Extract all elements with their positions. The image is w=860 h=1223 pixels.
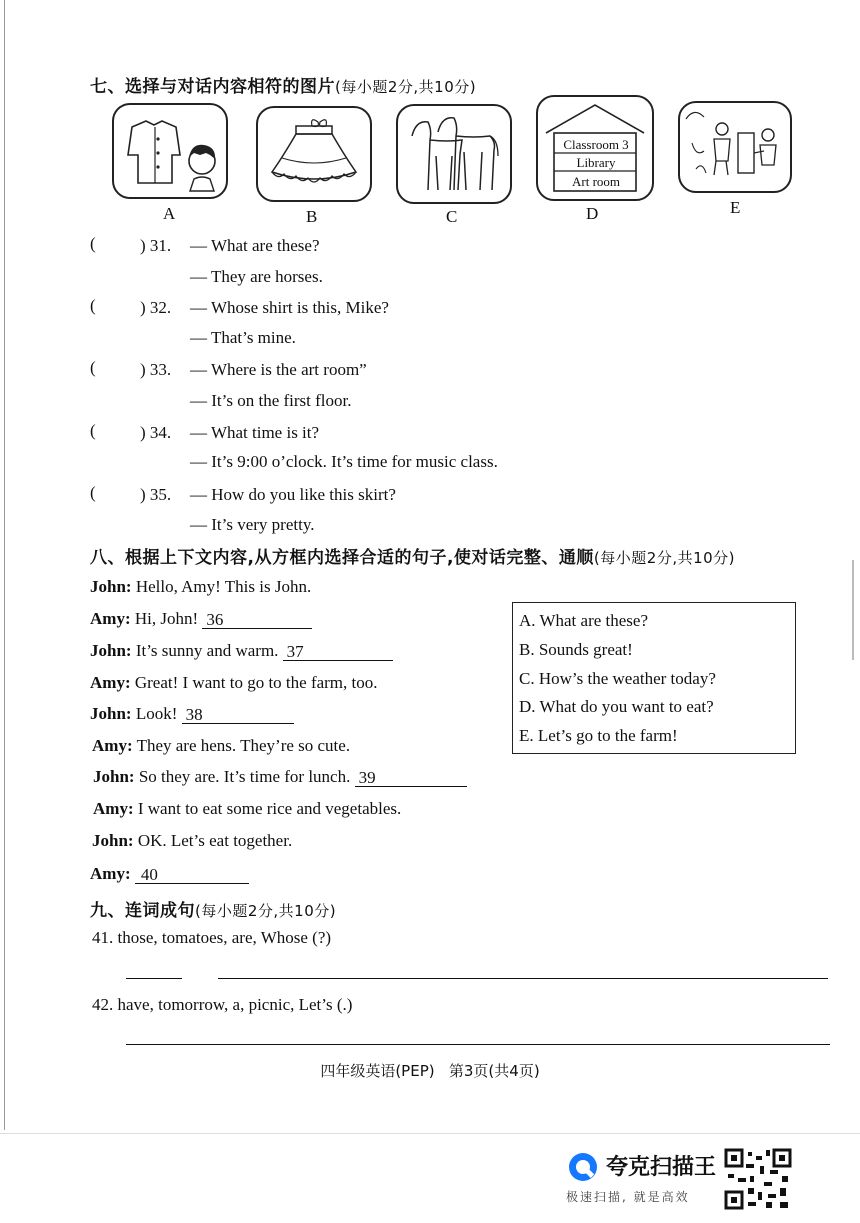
picture-e xyxy=(678,101,792,193)
q34-paren: ( xyxy=(90,421,96,440)
picture-a-letter: A xyxy=(163,204,176,223)
q35-answer: — It’s very pretty. xyxy=(190,515,315,534)
picture-a xyxy=(112,103,228,199)
speaker: John: xyxy=(90,577,132,596)
q32-question: — Whose shirt is this, Mike? xyxy=(190,298,389,317)
dialog-text: Hello, Amy! This is John. xyxy=(135,577,312,596)
q41 xyxy=(92,928,331,948)
speaker: Amy: xyxy=(92,736,133,755)
dialog-line-3 xyxy=(90,641,393,661)
q42 xyxy=(92,995,352,1015)
speaker: Amy: xyxy=(90,609,131,628)
page-edge-right xyxy=(852,560,854,660)
q42-num: 42. xyxy=(92,995,114,1014)
q35-paren: ( xyxy=(90,483,96,502)
option-d: D. What do you want to eat? xyxy=(519,697,714,716)
section7-title: 七、选择与对话内容相符的图片 xyxy=(90,77,335,97)
section7-heading xyxy=(90,72,476,97)
dialog-line-7 xyxy=(93,767,467,787)
answer-line-42[interactable] xyxy=(126,1044,830,1045)
q34-close: ) xyxy=(140,423,146,442)
brand-logo-icon xyxy=(566,1150,600,1184)
q31-question: — What are these? xyxy=(190,236,320,255)
q32-close: ) xyxy=(140,298,146,317)
section7-note: (每小题2分,共10分) xyxy=(335,78,477,96)
speaker: John: xyxy=(90,704,132,723)
dialog-text: It’s sunny and warm. xyxy=(135,641,279,660)
dialog-line-9 xyxy=(92,831,292,851)
q32-paren: ( xyxy=(90,296,96,315)
speaker: John: xyxy=(90,641,132,660)
q33-answer: — It’s on the first floor. xyxy=(190,391,352,410)
dialog-line-5 xyxy=(90,704,294,724)
picture-e-letter: E xyxy=(730,198,741,217)
shirt-boy-illustration xyxy=(114,105,226,197)
q35-question: — How do you like this skirt? xyxy=(190,485,396,504)
picture-c xyxy=(396,104,512,204)
option-c: C. How’s the weather today? xyxy=(519,669,716,688)
q31-number xyxy=(140,236,171,256)
speaker: Amy: xyxy=(93,799,134,818)
q41-num: 41. xyxy=(92,928,114,947)
dialog-text: So they are. It’s time for lunch. xyxy=(138,767,351,786)
blank-number: 37 xyxy=(286,642,304,661)
q31-num: 31. xyxy=(149,236,172,255)
answer-blank-37[interactable] xyxy=(283,642,393,661)
page-edge xyxy=(4,0,5,1130)
section9-title: 九、连词成句 xyxy=(90,901,195,921)
sign-library: Library xyxy=(576,155,616,170)
blank-number: 38 xyxy=(185,705,203,724)
speaker: Amy: xyxy=(90,864,131,883)
section8-heading xyxy=(90,543,735,568)
q31-paren: ( xyxy=(90,234,96,253)
dialog-line-2 xyxy=(90,609,312,629)
dialog-text: Hi, John! xyxy=(134,609,199,628)
answer-blank-38[interactable] xyxy=(182,705,294,724)
dialog-text: Look! xyxy=(135,704,178,723)
scan-bottom-edge xyxy=(0,1133,860,1134)
q34-question: — What time is it? xyxy=(190,423,320,442)
scanner-watermark xyxy=(566,1148,796,1210)
q33-num: 33. xyxy=(149,360,172,379)
q35-close: ) xyxy=(140,485,146,504)
brand-slogan: 极速扫描, 就是高效 xyxy=(566,1190,690,1204)
sign-classroom: Classroom 3 xyxy=(563,137,629,152)
answer-line-41b[interactable] xyxy=(218,978,828,979)
q31-answer: — They are horses. xyxy=(190,267,323,286)
section8-note: (每小题2分,共10分) xyxy=(593,549,736,567)
q34-number xyxy=(140,423,171,443)
picture-c-letter: C xyxy=(446,207,458,226)
answer-blank-39[interactable] xyxy=(355,768,467,787)
dialog-text: They are hens. They’re so cute. xyxy=(136,736,351,755)
picture-d-letter: D xyxy=(586,204,599,223)
blank-number: 39 xyxy=(358,768,376,787)
option-a: A. What are these? xyxy=(519,611,649,630)
music-class-illustration xyxy=(680,103,790,191)
dialog-text: OK. Let’s eat together. xyxy=(137,831,293,850)
q33-number xyxy=(140,360,171,380)
q32-number xyxy=(140,298,171,318)
q33-question: — Where is the art room” xyxy=(190,360,367,379)
sign-art-room: Art room xyxy=(571,174,621,189)
q32-num: 32. xyxy=(149,298,172,317)
q34-answer: — It’s 9:00 o’clock. It’s time for music class. xyxy=(190,452,498,471)
q33-close: ) xyxy=(140,360,146,379)
picture-d xyxy=(536,95,654,201)
answer-blank-40[interactable] xyxy=(135,865,249,884)
answer-blank-36[interactable] xyxy=(202,610,312,629)
q31-close: ) xyxy=(140,236,146,255)
page-footer: 四年级英语(PEP) 第3页(共4页) xyxy=(320,1062,540,1080)
dialog-text: Great! I want to go to the farm, too. xyxy=(134,673,378,692)
speaker: John: xyxy=(93,767,135,786)
dialog-line-1 xyxy=(90,577,311,597)
qr-code-icon xyxy=(724,1148,792,1210)
blank-number: 36 xyxy=(206,610,224,629)
q33-paren: ( xyxy=(90,358,96,377)
skirt-illustration xyxy=(258,108,370,200)
dialog-line-4 xyxy=(90,673,378,693)
blank-number: 40 xyxy=(140,865,158,884)
q42-text: have, tomorrow, a, picnic, Let’s (.) xyxy=(117,995,353,1014)
q32-answer: — That’s mine. xyxy=(190,328,296,347)
speaker: Amy: xyxy=(90,673,131,692)
speaker: John: xyxy=(92,831,134,850)
q35-num: 35. xyxy=(149,485,172,504)
options-box xyxy=(512,602,796,754)
dialog-line-8 xyxy=(93,799,401,819)
horses-illustration xyxy=(398,106,510,202)
section9-heading xyxy=(90,896,336,921)
q34-num: 34. xyxy=(149,423,172,442)
section8-title: 八、根据上下文内容,从方框内选择合适的句子,使对话完整、通顺 xyxy=(90,548,594,568)
q41-text: those, tomatoes, are, Whose (?) xyxy=(117,928,332,947)
q35-number xyxy=(140,485,171,505)
section9-note: (每小题2分,共10分) xyxy=(195,902,337,920)
option-e: E. Let’s go to the farm! xyxy=(519,726,678,745)
dialog-line-10 xyxy=(90,864,249,884)
dialog-line-6 xyxy=(92,736,350,756)
picture-b xyxy=(256,106,372,202)
dialog-text: I want to eat some rice and vegetables. xyxy=(137,799,402,818)
option-b: B. Sounds great! xyxy=(519,640,633,659)
brand-name: 夸克扫描王 xyxy=(606,1155,717,1180)
picture-b-letter: B xyxy=(306,207,318,226)
answer-line-41a[interactable] xyxy=(126,978,182,979)
